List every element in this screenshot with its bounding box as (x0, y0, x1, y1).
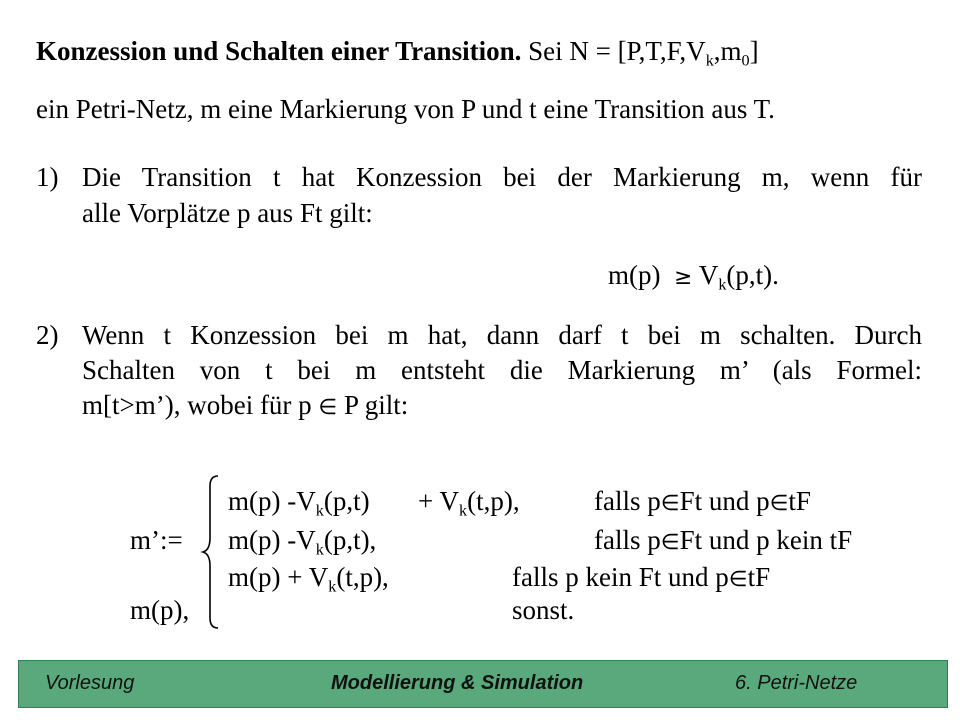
intro-text: ein Petri-Netz, m eine Markierung von P und t eine Transition aus T. (36, 94, 775, 124)
item1-line2: alle Vorplätze p aus Ft gilt: (82, 198, 373, 228)
case-row2: m(p) $-V_k(p,t)$, (228, 525, 377, 559)
title-bold: Konzession und Schalten einer Transition. (36, 36, 522, 66)
item2-number: 2) (36, 320, 59, 350)
element-of-symbol: ∈ (318, 395, 338, 420)
item1-line1: Die Transition t hat Konzession bei der Markierung m, wenn für (82, 162, 922, 192)
footer-right: 6. Petri-Netze (735, 672, 858, 694)
slide-title (36, 36, 759, 70)
footer-left: Vorlesung (45, 672, 135, 694)
item1-number: 1) (36, 162, 59, 192)
title-definition: Sei $N = [P,T,F,V_k,m_0]$ (528, 36, 759, 70)
case-row2-condition: falls p∈Ft und p kein tF (594, 525, 853, 555)
footer-center: Modellierung & Simulation (331, 672, 584, 694)
case-row4-condition: sonst. (512, 595, 575, 625)
case-row3: $m(p) + V_k(t,p)$, (228, 562, 389, 596)
case-row3-condition: falls p kein Ft und p∈tF (512, 562, 771, 592)
footer-bar (18, 660, 948, 708)
item2-line1: Wenn t Konzession bei m hat, dann darf t bei m schalten. Durch (82, 320, 922, 350)
item2-line3: m[t>m’), wobei für p ∈ P gilt: (82, 390, 409, 420)
case-row1-condition: falls p∈Ft und p∈tF (594, 486, 811, 516)
ge-symbol: ≥ (673, 265, 693, 290)
case-row1-plus: + $V_k(t,p)$, (418, 486, 520, 520)
case-lhs-else: m(p), (130, 595, 190, 625)
case-brace (200, 474, 222, 630)
item2-line2: Schalten von t bei m entsteht die Markierung m’ (als Formel: (82, 355, 922, 385)
case-row1: m(p) $-V_k(p,t)$ (228, 486, 370, 520)
case-lhs: m’:= (130, 525, 183, 555)
item1-formula: $m(p) \ge V_k(p,t)$. (608, 260, 779, 294)
